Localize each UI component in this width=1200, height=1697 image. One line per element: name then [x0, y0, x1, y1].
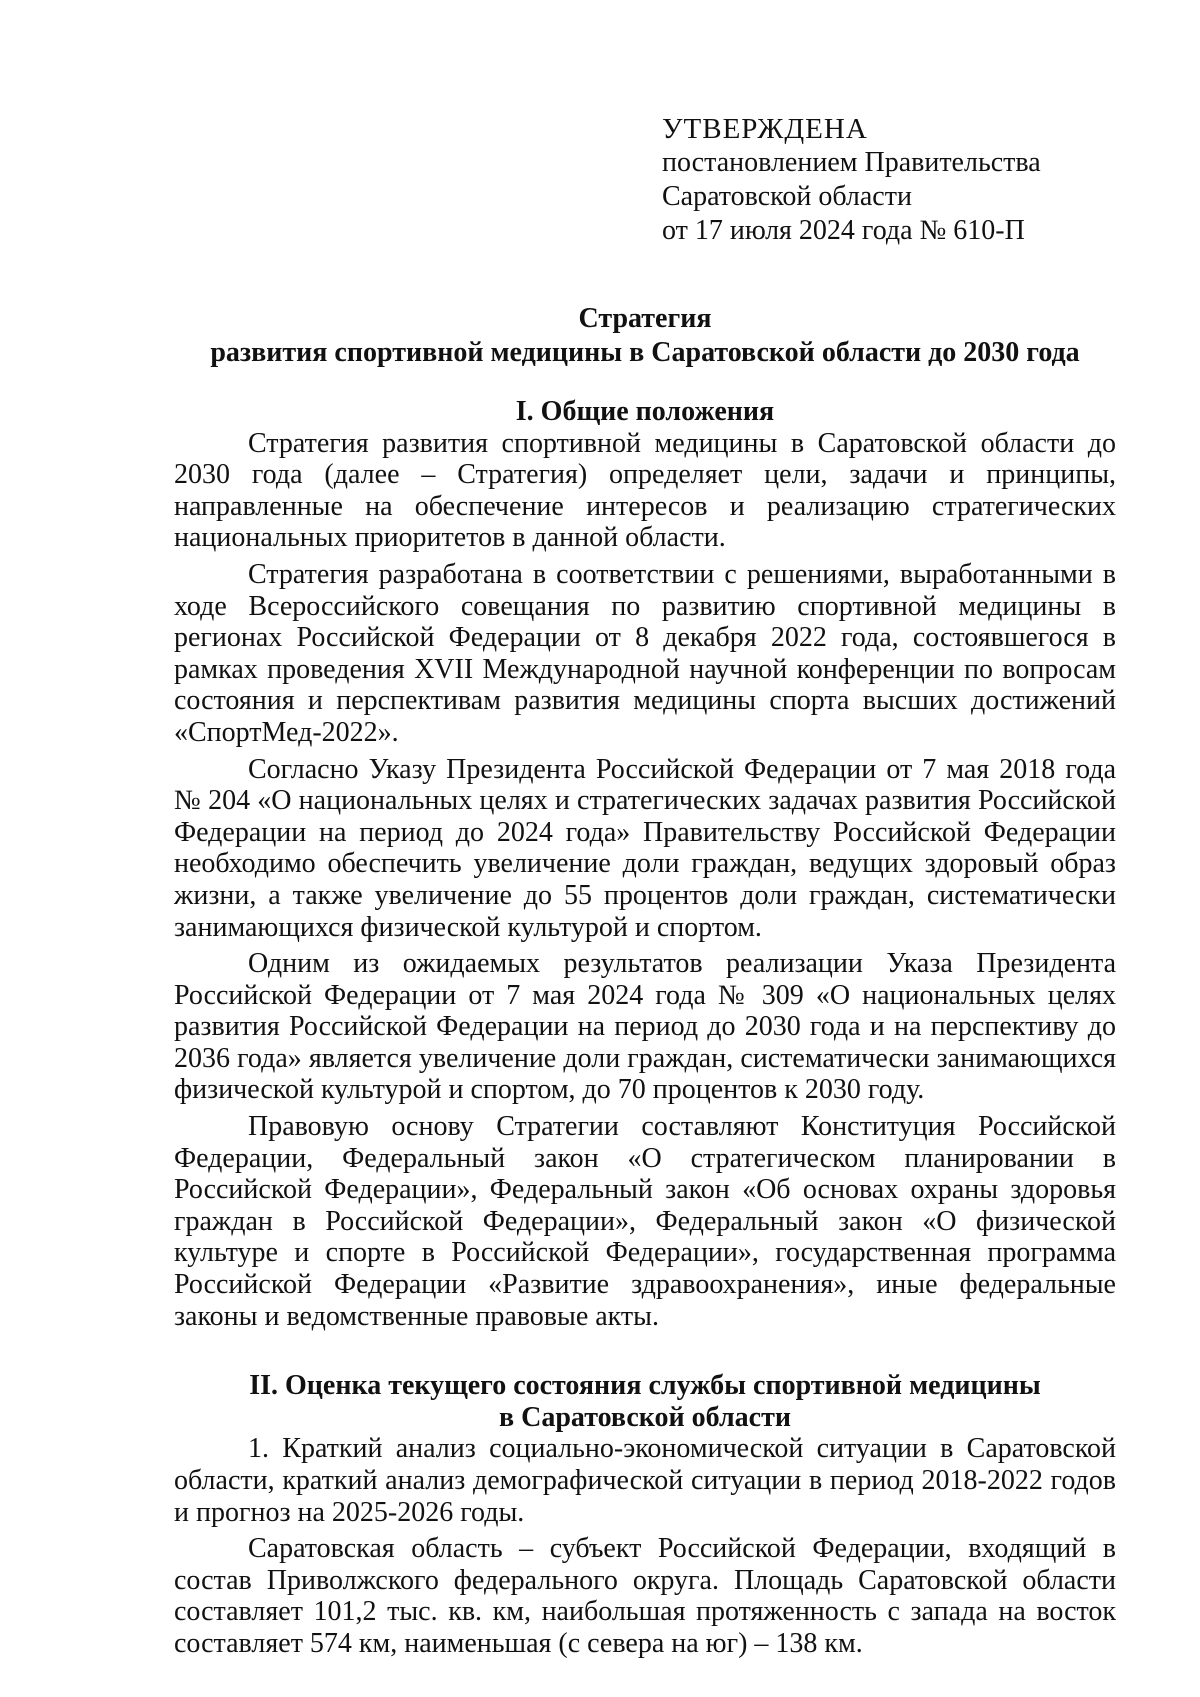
section-2-paragraph: 1. Краткий анализ социально-экономической ситуации в Саратовской области, краткий анализ демографической ситуации в период 2018-2022 годов и прогноз на 2025-2026 годы. — [174, 1433, 1116, 1528]
section-2-heading: II. Оценка текущего состояния службы спортивной медицины — [249, 1370, 1041, 1402]
section-1-paragraph: Согласно Указу Президента Российской Федерации от 7 мая 2018 года № 204 «О национальных целях и стратегических задачах развития Российской Федерации на период до 2024 года» Правительству Российской Федерации необходимо обеспечить увеличение доли граждан, ведущих здоровый образ жизни, а также увеличение до 55 процентов доли граждан, систематически занимающихся физической культурой и спортом. — [174, 753, 1116, 943]
section-1-paragraph: Правовую основу Стратегии составляют Конституция Российской Федерации, Федеральный закон «О стратегическом планировании в Российской Федерации», Федеральный закон «Об основах охраны здоровья граждан в Российской Федерации», Федеральный закон «О физической культуре и спорте в Российской Федерации», государственная программа Российской Федерации «Развитие здравоохранения», иные федеральные законы и ведомственные правовые акты. — [174, 1111, 1116, 1332]
section-1-heading: I. Общие положения — [515, 396, 775, 427]
section-2-heading-continued: в Саратовской области — [499, 1401, 791, 1433]
approval-resolution-line: постановлением Правительства — [662, 147, 1041, 178]
document-subtitle: развития спортивной медицины в Саратовской области до 2030 года — [210, 337, 1080, 368]
section-2-paragraph: Саратовская область – субъект Российской Федерации, входящий в состав Приволжского федерального округа. Площадь Саратовской области составляет 101,2 тыс. кв. км, наибольшая протяженность с запада на восток составляет 574 км, наименьшая (с севера на юг) – 138 км. — [174, 1533, 1116, 1659]
section-1-paragraph: Одним из ожидаемых результатов реализации Указа Президента Российской Федерации от 7 мая 2024 года № 309 «О национальных целях развития Российской Федерации на период до 2030 года и на перспективу до 2036 года» является увеличение доли граждан, систематически занимающихся физической культурой и спортом, до 70 процентов к 2030 году. — [174, 948, 1116, 1106]
document-body — [174, 302, 1116, 1665]
approval-region-line: Саратовской области — [662, 181, 912, 212]
section-1-paragraph: Стратегия развития спортивной медицины в Саратовской области до 2030 года (далее – Стратегия) определяет цели, задачи и принципы, направленные на обеспечение интересов и реализацию стратегических национальных приоритетов в данной области. — [174, 427, 1116, 554]
document-title: Стратегия — [578, 303, 712, 334]
section-1-paragraph: Стратегия разработана в соответствии с решениями, выработанными в ходе Всероссийского совещания по развитию спортивной медицины в регионах Российской Федерации от 8 декабря 2022 года, состоявшегося в рамках проведения XVII Международной научной конференции по вопросам состояния и перспективам развития медицины спорта высших достижений «СпортМед-2022». — [174, 558, 1116, 748]
approval-stamp: УТВЕРЖДЕНА — [662, 113, 868, 145]
approval-date-line: от 17 июля 2024 года № 610-П — [662, 215, 1025, 246]
approval-block — [662, 112, 1041, 248]
